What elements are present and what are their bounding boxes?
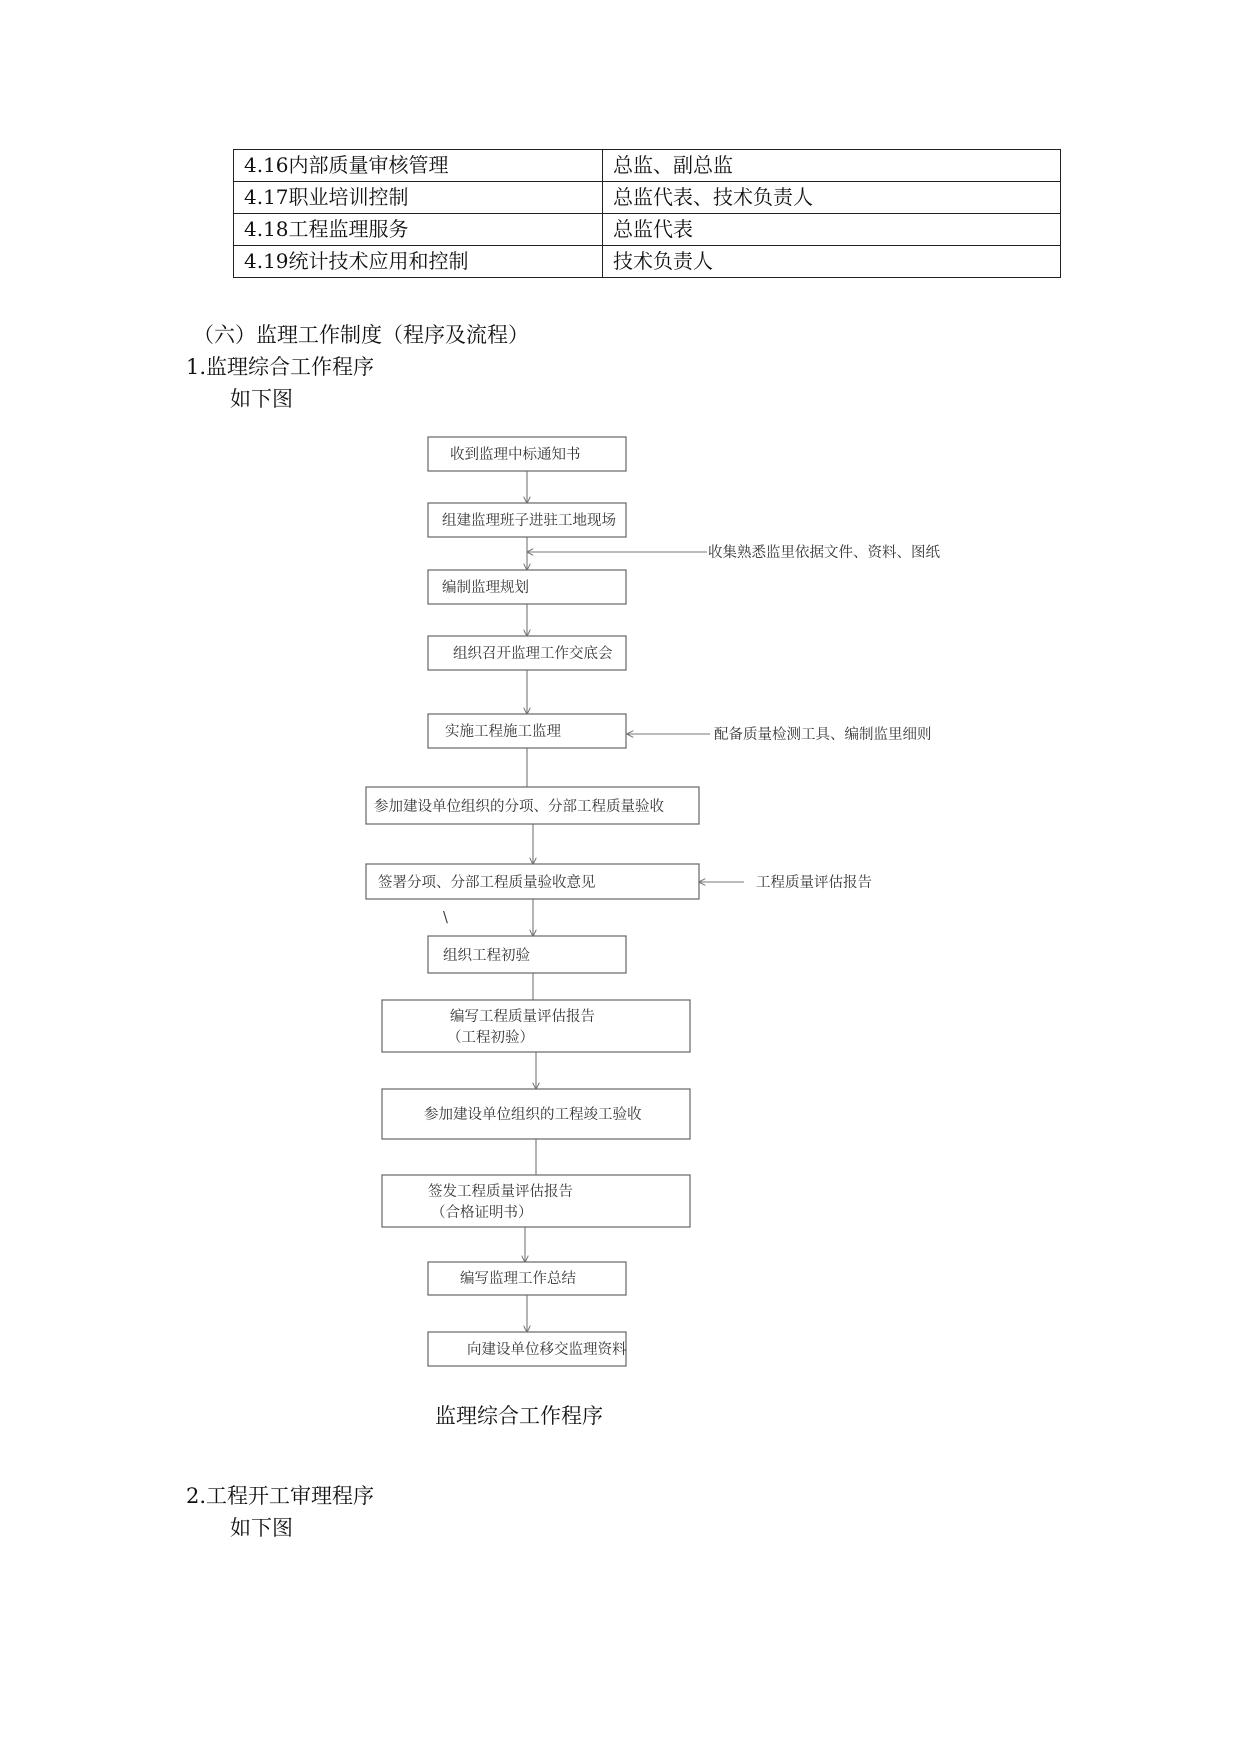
table-cell: 4.16内部质量审核管理 <box>234 150 603 182</box>
table-cell: 总监代表 <box>603 214 1061 246</box>
step-label: 编写工程质量评估报告 <box>450 1009 595 1025</box>
table-cell: 技术负责人 <box>603 246 1061 278</box>
step-box-11 <box>382 1175 690 1227</box>
side-input-label: 配备质量检测工具、编制监里细则 <box>714 727 932 743</box>
step-label: 编写监理工作总结 <box>460 1271 576 1287</box>
step-label: 收到监理中标通知书 <box>450 447 581 463</box>
item2-note: 如下图 <box>230 1516 293 1540</box>
step-label: 实施工程施工监理 <box>445 724 561 740</box>
step-label: 组建监理班子进驻工地现场 <box>442 513 616 529</box>
side-input-label: 工程质量评估报告 <box>756 875 872 891</box>
table-cell: 4.18工程监理服务 <box>234 214 603 246</box>
section-heading: （六）监理工作制度（程序及流程） <box>193 323 529 347</box>
side-input-label: 收集熟悉监里依据文件、资料、图纸 <box>708 545 940 561</box>
item1-note: 如下图 <box>230 387 293 411</box>
table-cell: 4.17职业培训控制 <box>234 182 603 214</box>
step-sublabel: （工程初验） <box>447 1030 534 1046</box>
table-cell: 总监代表、技术负责人 <box>603 182 1061 214</box>
step-label: 签发工程质量评估报告 <box>428 1184 573 1200</box>
table-cell: 总监、副总监 <box>603 150 1061 182</box>
stray-mark: \ <box>443 910 448 926</box>
item1-title: 1.监理综合工作程序 <box>186 355 375 379</box>
step-label: 参加建设单位组织的工程竣工验收 <box>424 1107 642 1123</box>
step-label: 签署分项、分部工程质量验收意见 <box>378 875 596 891</box>
step-sublabel: （合格证明书） <box>431 1205 533 1221</box>
step-label: 编制监理规划 <box>442 580 529 596</box>
table-cell: 4.19统计技术应用和控制 <box>234 246 603 278</box>
step-label: 向建设单位移交监理资料 <box>467 1342 627 1358</box>
flowchart-caption: 监理综合工作程序 <box>435 1404 603 1428</box>
item2-title: 2.工程开工审理程序 <box>186 1484 375 1508</box>
step-label: 参加建设单位组织的分项、分部工程质量验收 <box>374 799 664 815</box>
step-label: 组织召开监理工作交底会 <box>453 646 613 662</box>
step-box-9 <box>382 1000 690 1052</box>
step-label: 组织工程初验 <box>443 948 530 964</box>
